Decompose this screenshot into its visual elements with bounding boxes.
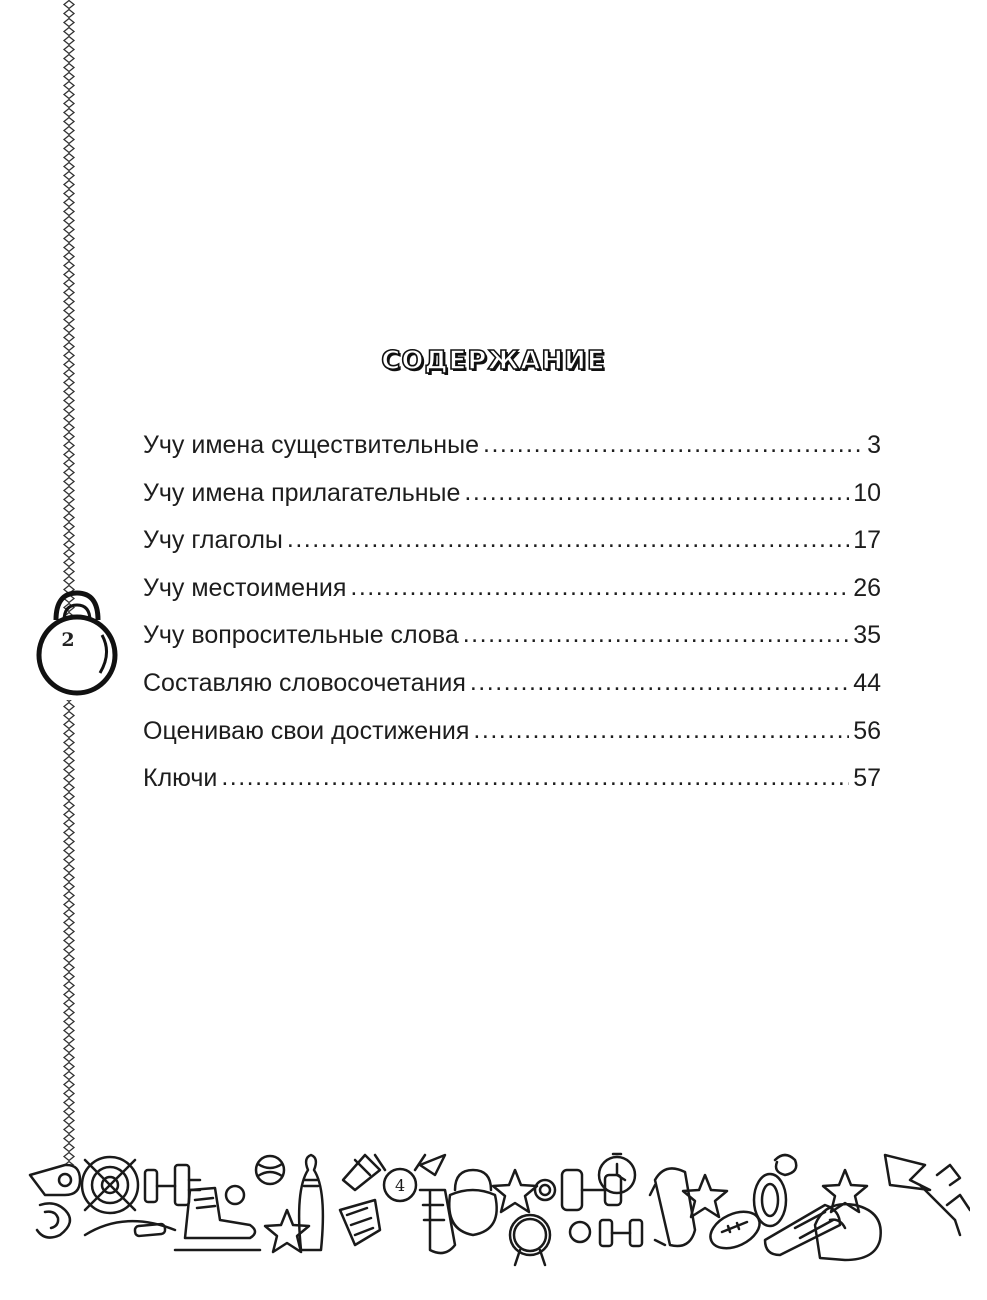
star-icon [265, 1210, 309, 1252]
dumbbell-icon [145, 1165, 200, 1205]
page-title: СОДЕРЖАНИЕ [381, 346, 606, 376]
dumbbell-icon [562, 1170, 621, 1210]
toc-entry-page: 35 [853, 621, 881, 650]
toc-entry-label: Учу местоимения [143, 573, 347, 602]
goggles-icon [754, 1174, 786, 1226]
bowling-pin-icon [299, 1155, 323, 1250]
toc-entry-label: Учу вопросительные слова [143, 621, 459, 650]
ball-icon [256, 1156, 284, 1184]
dot-leader [470, 668, 849, 697]
toc-entry-page: 17 [853, 526, 881, 555]
star-icon [683, 1175, 727, 1217]
kettlebell-icon [449, 1170, 496, 1235]
toc-entry-label: Оцениваю свои достижения [143, 716, 470, 745]
toc-entry-page: 3 [867, 431, 881, 459]
shuttlecock-icon [340, 1200, 380, 1245]
toc-entry[interactable] [143, 717, 881, 765]
chain-border [55, 0, 83, 1165]
whistle-icon [30, 1165, 80, 1195]
table-of-contents [143, 431, 881, 812]
toc-entry[interactable] [143, 431, 881, 479]
flower-icon [775, 1155, 796, 1175]
toc-entry[interactable] [143, 669, 881, 717]
medal-icon [375, 1155, 425, 1201]
dot-leader [350, 573, 849, 602]
toc-entry-page: 44 [853, 668, 881, 697]
toc-entry-label: Ключи [143, 764, 218, 793]
flag-icon [885, 1155, 930, 1190]
star-icon [493, 1170, 537, 1212]
dot-leader [464, 478, 849, 507]
toc-entry-page: 26 [853, 573, 881, 602]
toc-entry-label: Составляю словосочетания [143, 668, 466, 697]
page-number: 2 [61, 629, 75, 651]
jump-rope-icon [85, 1221, 175, 1236]
dot-leader [473, 716, 849, 745]
toc-entry-label: Учу глаголы [143, 526, 283, 555]
dot-leader [221, 763, 849, 792]
dumbbell-icon [600, 1220, 642, 1246]
svg-text:4: 4 [395, 1176, 406, 1195]
toc-entry[interactable] [143, 764, 881, 812]
dot-leader [463, 620, 849, 649]
toc-entry-page: 57 [853, 764, 881, 793]
toc-entry[interactable] [143, 621, 881, 669]
target-icon [82, 1157, 138, 1213]
dot-leader [483, 430, 863, 459]
toc-entry[interactable] [143, 526, 881, 574]
toc-entry[interactable] [143, 479, 881, 527]
ball-icon [226, 1186, 244, 1204]
toc-entry-page: 10 [853, 478, 881, 507]
ball-icon [570, 1222, 590, 1242]
flag-icon [343, 1155, 380, 1190]
toc-entry-page: 56 [853, 716, 881, 745]
sports-doodle-border [25, 1150, 970, 1270]
toc-entry[interactable] [143, 574, 881, 622]
toc-entry-label: Учу имена существительные [143, 431, 479, 459]
stopwatch-icon [599, 1154, 635, 1193]
dart-icon [920, 1165, 970, 1235]
flag-icon [37, 1203, 70, 1237]
flower-icon [535, 1180, 555, 1200]
goggles-icon [650, 1168, 695, 1246]
medal-icon [510, 1215, 550, 1265]
dot-leader [287, 525, 849, 554]
toc-entry-label: Учу имена прилагательные [143, 478, 461, 507]
